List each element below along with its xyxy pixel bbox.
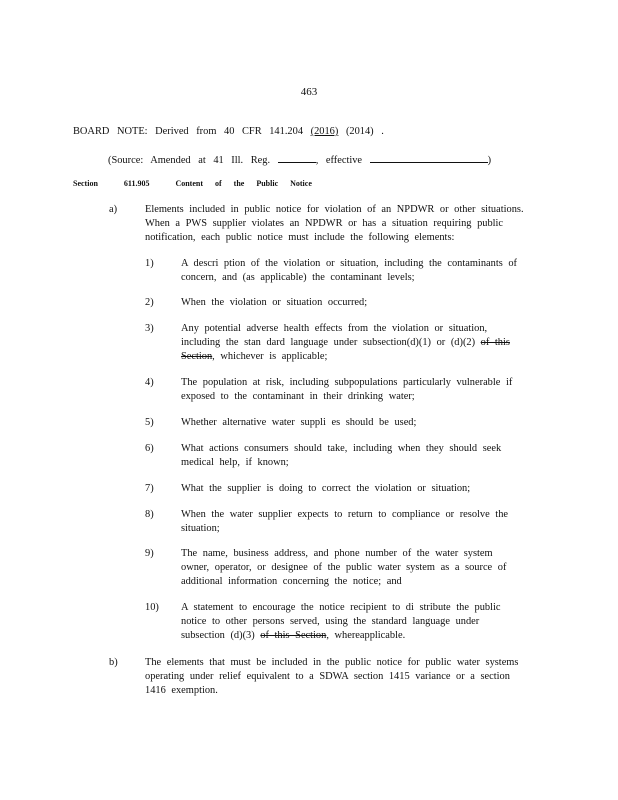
subsection-b-line: The elements that must be included in the public notice for public water systems: [145, 657, 519, 668]
effective-date-blank: [370, 151, 488, 163]
item-number: 10): [145, 602, 159, 613]
subsection-a-line: notification, each public notice must include the following elements:: [145, 232, 455, 243]
item-text: [181, 629, 405, 643]
item-number: 5): [145, 417, 154, 428]
deleted-text: of this Section: [260, 630, 327, 641]
item-text: exposed to the contaminant in their drinking water;: [181, 391, 415, 402]
item-text: What actions consumers should take, including when they should seek: [181, 443, 502, 454]
item-text: What the supplier is doing to correct the violation or situation;: [181, 483, 471, 494]
subsection-a-line: Elements included in public notice for violation of an NPDWR or other situations.: [145, 204, 524, 215]
item-text: The name, business address, and phone number of the water system: [181, 548, 493, 559]
item-number: 8): [145, 509, 154, 520]
item-text: notice to other persons served, using the standard language under: [181, 616, 480, 627]
item-text-segment: , whereapplicable.: [326, 630, 406, 641]
board-note: [73, 125, 384, 139]
section-number: 611.905: [123, 179, 150, 188]
item-text: situation;: [181, 523, 220, 534]
item-text: additional information concerning the notice; and: [181, 576, 402, 587]
register-blank: [278, 151, 316, 163]
subsection-b-line: 1416 exemption.: [145, 685, 218, 696]
item-number: 6): [145, 443, 154, 454]
item-text-segment: subsection (d)(3): [181, 630, 261, 641]
item-text: A statement to encourage the notice recipient to di stribute the public: [181, 602, 501, 613]
item-text: Any potential adverse health effects from the violation or situation,: [181, 323, 488, 334]
item-number: 2): [145, 297, 154, 308]
item-number: 7): [145, 483, 154, 494]
board-note-period: .: [381, 126, 384, 137]
source-open: (Source: Amended at 41 Ill. Reg.: [108, 155, 271, 166]
section-label: Section: [73, 179, 98, 188]
item-text: [181, 336, 510, 350]
item-text: The population at risk, including subpopulations particularly vulnerable if: [181, 377, 513, 388]
item-text: When the violation or situation occurred;: [181, 297, 368, 308]
item-text: medical help, if known;: [181, 457, 289, 468]
subsection-a-marker: a): [109, 204, 118, 215]
item-text: When the water supplier expects to return to compliance or resolve the: [181, 509, 509, 520]
item-text-segment: including the stan dard language under subsection(d)(1) or (d)(2): [181, 337, 481, 348]
item-text: concern, and (as applicable) the contaminant levels;: [181, 272, 415, 283]
item-number: 1): [145, 258, 154, 269]
source-close: ): [487, 155, 492, 166]
item-number: 9): [145, 548, 154, 559]
source-mid: , effective: [315, 155, 363, 166]
item-number: 3): [145, 323, 154, 334]
subsection-b-line: operating under relief equivalent to a SDWA section 1415 variance or a section: [145, 671, 510, 682]
board-note-text: BOARD NOTE: Derived from 40 CFR 141.204: [73, 126, 304, 137]
deleted-text: Section: [181, 351, 213, 362]
inserted-year: (2016): [310, 126, 339, 137]
source-line: [108, 151, 491, 168]
item-text: owner, operator, or designee of the public water system as a source of: [181, 562, 507, 573]
section-heading: [73, 179, 312, 188]
item-text: [181, 350, 327, 364]
subsection-b-marker: b): [109, 657, 118, 668]
section-title: Content of the Public Notice: [175, 179, 312, 188]
item-number: 4): [145, 377, 154, 388]
item-text: Whether alternative water suppli es should be used;: [181, 417, 417, 428]
page-number: 463: [300, 86, 318, 98]
item-text-segment: , whichever is applicable;: [212, 351, 328, 362]
subsection-a-line: When a PWS supplier violates an NPDWR or has a situation requiring public: [145, 218, 504, 229]
item-text: A descri ption of the violation or situation, including the contaminants of: [181, 258, 518, 269]
deleted-text: of this: [480, 337, 510, 348]
retained-year: (2014): [345, 126, 374, 137]
